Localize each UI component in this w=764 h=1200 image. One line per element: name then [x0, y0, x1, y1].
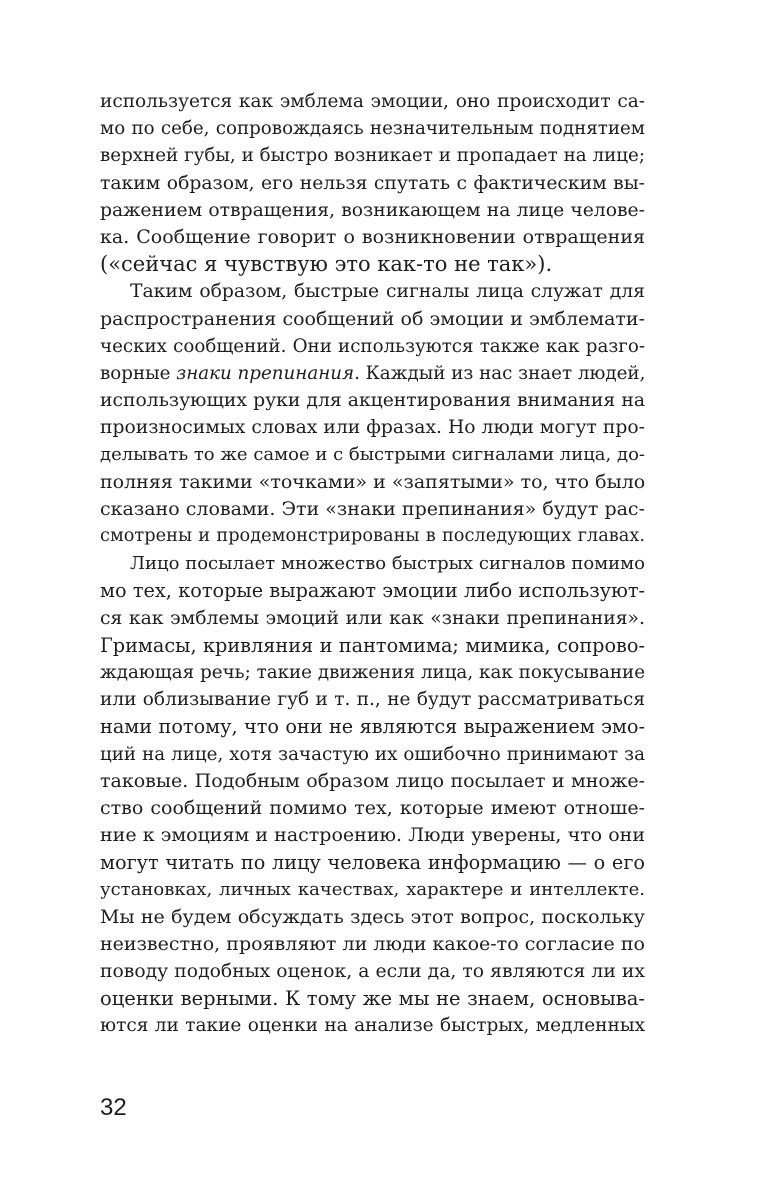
- text-line: полняя такими «точками» и «запятыми» то, что было: [100, 470, 646, 493]
- body-text: [100, 88, 645, 1040]
- text-line: установках, личных качествах, характере и интеллекте.: [100, 879, 645, 901]
- text-line: ций на лице, хотя зачастую их ошибочно принимают за: [100, 743, 645, 765]
- text-line: нами потому, что они не являются выражением эмо-: [100, 715, 645, 739]
- text-line: мо по себе, сопровождаясь незначительным поднятием: [100, 118, 645, 140]
- paragraph-first-line: Лицо посылает множество быстрых сигналов помимо: [130, 553, 645, 575]
- text-line: ся как эмблемы эмоций или как «знаки препинания».: [100, 607, 645, 629]
- page-number: 32: [100, 1094, 127, 1121]
- text-line: ются ли такие оценки на анализе быстрых, медленных: [100, 1015, 645, 1037]
- text-line: используется как эмблема эмоции, оно происходит са-: [100, 91, 645, 112]
- text-line: сказано словами. Эти «знаки препинания» будут рас-: [100, 497, 645, 520]
- text-line: распространения сообщений об эмоции и эмблемати-: [100, 307, 645, 330]
- text-line: поводу подобных оценок, а если да, то являются ли их: [100, 961, 645, 982]
- text-line: мо тех, которые выражают эмоции либо используют-: [100, 579, 645, 603]
- text-line: могут читать по лицу человека информацию — о его: [100, 851, 645, 875]
- text-line: ство сообщений помимо тех, которые имеют отноше-: [100, 796, 645, 819]
- text-line: ческих сообщений. Они используются также как разго-: [100, 335, 645, 357]
- text-line: делывать то же самое и с быстрыми сигналами лица, до-: [100, 444, 645, 466]
- text-line: Гримасы, кривляния и пантомима; мимика, сопрово-: [100, 633, 645, 657]
- text-line: смотрены и продемонстрированы в последующих главах.: [100, 526, 645, 546]
- text-line: произносимых словах или фразах. Но люди могут про-: [100, 417, 645, 439]
- text-line-italic-term: ворные знаки препинания. Каждый из нас знает людей,: [100, 362, 646, 384]
- text-line: таким образом, его нельзя спутать с фактическим вы-: [100, 172, 645, 194]
- text-line: или облизывание губ и т. п., не будут рассматриваться: [100, 689, 645, 711]
- text-line: верхней губы, и быстро возникает и пропадает на лице;: [100, 145, 645, 167]
- text-line: таковые. Подобным образом лицо посылает и множе-: [100, 769, 645, 792]
- text-line: оценки верными. К тому же мы не знаем, основыва-: [100, 987, 645, 1011]
- text-line: Мы не будем обсуждать здесь этот вопрос, поскольку: [100, 905, 645, 928]
- text-line: неизвестно, проявляют ли люди какое-то согласие по: [100, 932, 645, 955]
- text-line: ние к эмоциям и настроению. Люди уверены, что они: [100, 824, 645, 847]
- text-line: использующих руки для акцентирования внимания на: [100, 390, 645, 412]
- paragraph-first-line: Таким образом, быстрые сигналы лица служат для: [130, 281, 645, 303]
- text-line: ка. Сообщение говорит о возникновении отвращения: [100, 225, 645, 248]
- text-line: ражением отвращения, возникающем на лице челове-: [100, 199, 645, 221]
- text-line: («сейчас я чувствую это как-то не так»).: [100, 252, 553, 277]
- italic-term: знаки препинания: [176, 362, 355, 384]
- text-line: ждающая речь; такие движения лица, как покусывание: [100, 661, 645, 683]
